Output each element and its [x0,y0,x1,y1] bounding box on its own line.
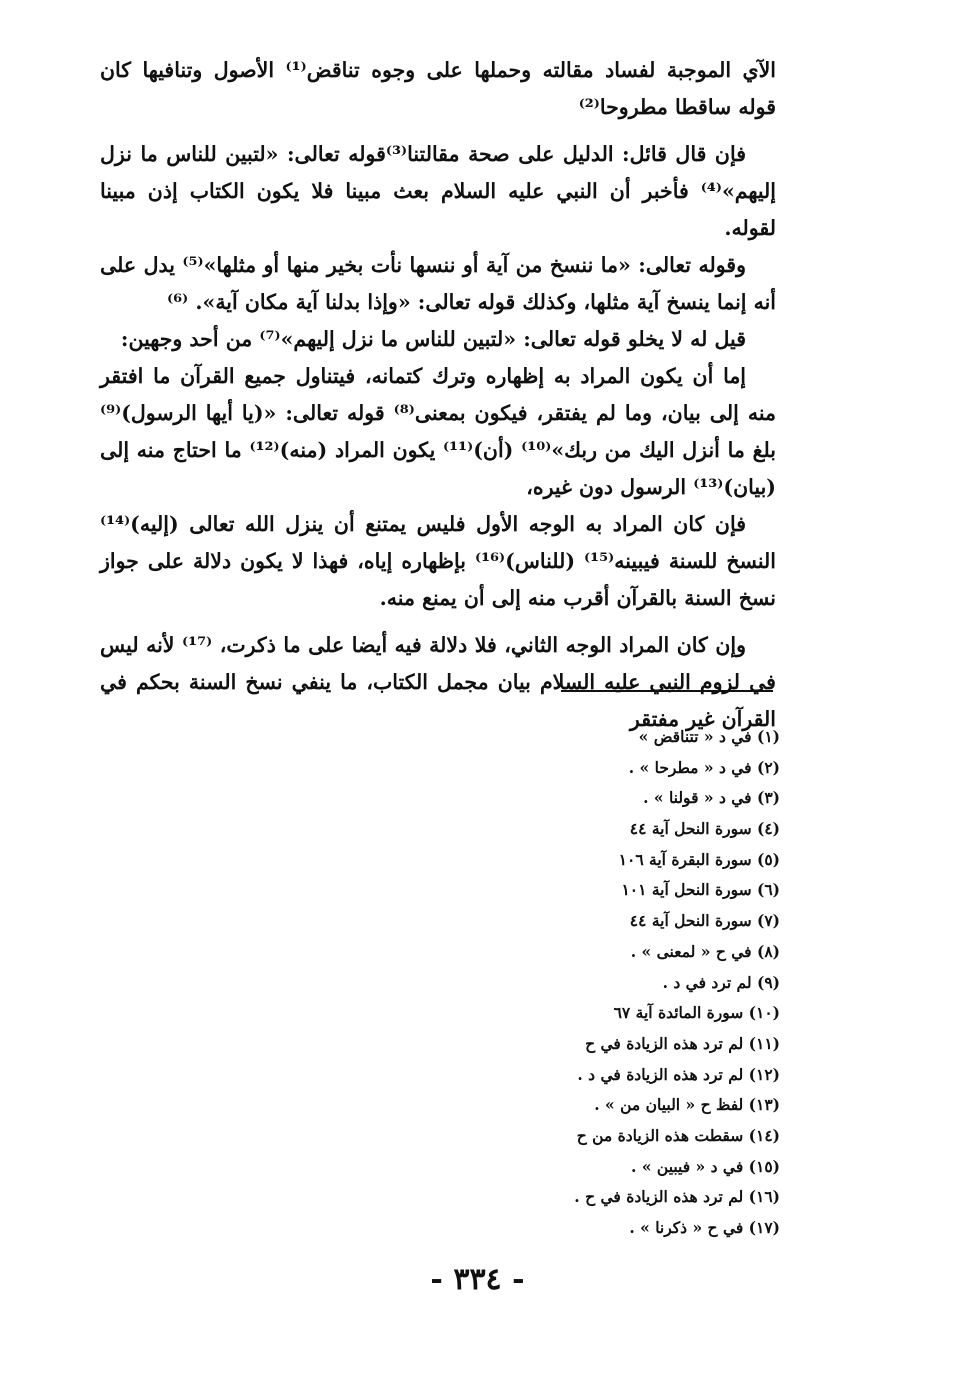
paragraph-1: الآي الموجبة لفساد مقالته وحملها على وجوه تناقض⁽¹⁾ الأصول وتنافيها كان قوله ساقطا مطروحا⁽²⁾ [100,58,776,119]
footnote-2: (٢) في د « مطرحا » . [628,757,780,777]
paragraph-3: وقوله تعالى: «ما ننسخ من آية أو ننسها نأت بخير منها أو مثلها»⁽⁵⁾ يدل على أنه إنما ينسخ آية مثلها، وكذلك قوله تعالى: «وإذا بدلنا آية مكان آية». ⁽⁶⁾ [100,253,776,314]
footnote-13: (١٣) لفظ ح « البيان من » . [594,1095,780,1115]
footnote-9: (٩) لم ترد في د . [662,972,780,992]
footnote-16: (١٦) لم ترد هذه الزيادة في ح . [574,1187,780,1207]
footnote-10: (١٠) سورة المائدة آية ٦٧ [613,1003,780,1023]
footnote-3: (٣) في د « قولنا » . [643,788,780,808]
paragraph-6: فإن كان المراد به الوجه الأول فليس يمتنع أن ينزل الله تعالى (إليه)⁽¹⁴⁾ النسخ للسنة فيبينه⁽¹⁵⁾ (للناس)⁽¹⁶⁾ بإظهاره إياه، فهذا لا يكون دلالة على جواز نسخ السنة بالقرآن أقرب منه إلى أن يمنع منه. [100,512,776,610]
footnote-11: (١١) لم ترد هذه الزيادة في ح [585,1033,780,1053]
footnote-5: (٥) سورة البقرة آية ١٠٦ [618,849,780,869]
footnotes [420,722,780,1244]
paragraph-2: فإن قال قائل: الدليل على صحة مقالتنا⁽³⁾قوله تعالى: «لتبين للناس ما نزل إليهم»⁽⁴⁾ فأخبر أن النبي عليه السلام بعث مبينا فلا يكون الكتاب إذن مبينا لقوله. [100,142,776,240]
footnote-1: (١) في د « تتناقض » [638,727,780,746]
footnote-4: (٤) سورة النحل آية ٤٤ [629,819,780,839]
footnote-separator [561,690,773,692]
footnote-15: (١٥) في د « فيبين » . [631,1156,780,1176]
footnote-7: (٧) سورة النحل آية ٤٤ [629,911,780,931]
footnote-12: (١٢) لم ترد هذه الزيادة في د . [577,1064,780,1084]
footnote-8: (٨) في ح « لمعنى » . [630,941,780,961]
footnote-14: (١٤) سقطت هذه الزيادة من ح [576,1125,780,1145]
main-text [100,52,776,738]
paragraph-4: قيل له لا يخلو قوله تعالى: «لتبين للناس ما نزل إليهم»⁽⁷⁾ من أحد وجهين: [120,327,746,351]
footnote-17: (١٧) في ح « ذكرنا » . [629,1218,780,1237]
paragraph-5: إما أن يكون المراد به إظهاره وترك كتمانه، فيتناول جميع القرآن ما افتقر منه إلى بيان، وما لم يفتقر، فيكون بمعنى⁽⁸⁾ قوله تعالى: «(يا أيها الرسول)⁽⁹⁾ بلغ ما أنزل اليك من ربك»⁽¹⁰⁾ (أن)⁽¹¹⁾ يكون المراد (منه)⁽¹²⁾ ما احتاج منه إلى (بيان)⁽¹³⁾ الرسول دون غيره، [100,364,777,499]
footnote-6: (٦) سورة النحل آية ١٠١ [621,880,780,900]
page-number: - ٣٣٤ - [430,1262,525,1297]
paragraph-7: وإن كان المراد الوجه الثاني، فلا دلالة فيه أيضا على ما ذكرت، ⁽¹⁷⁾ لأنه ليس في لزوم النبي عليه السلام بيان مجمل الكتاب، ما ينفي نسخ السنة بحكم في القرآن غير مفتقر [100,633,776,731]
